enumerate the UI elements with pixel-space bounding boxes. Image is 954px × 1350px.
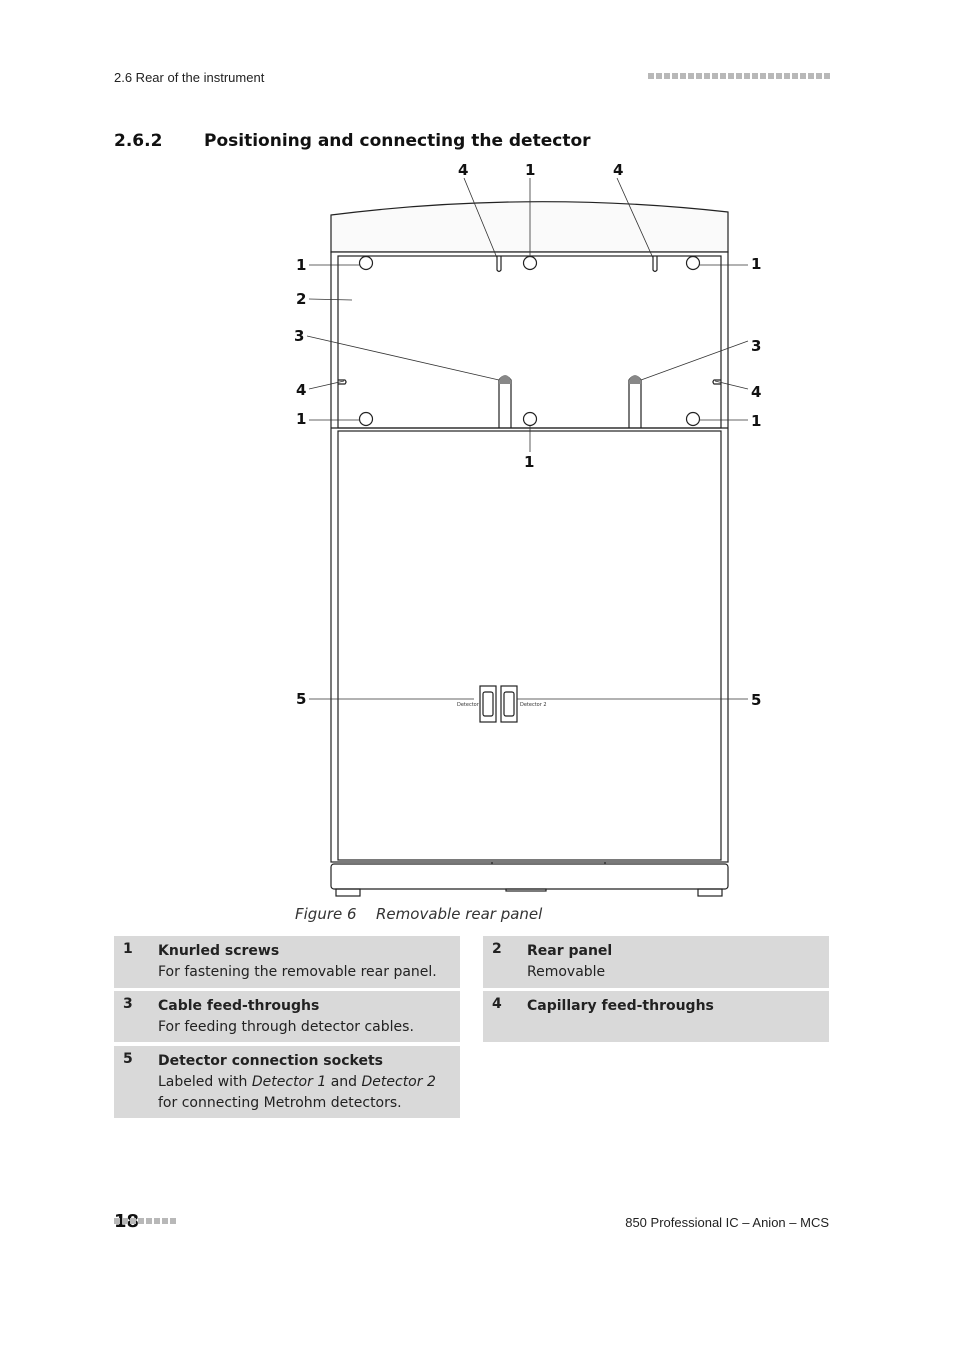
legend-description: For feeding through detector cables. [158, 1019, 414, 1035]
legend-item-2 [483, 936, 829, 988]
callout-5-right: 5 [751, 691, 762, 709]
callout-4-top-left: 4 [458, 161, 469, 179]
callout-1-center-mid: 1 [524, 453, 535, 471]
legend-item-3 [114, 991, 460, 1042]
socket-label-detector-2: Detector 2 [520, 702, 547, 708]
legend-title: Rear panel [527, 943, 613, 959]
legend-number: 3 [123, 996, 133, 1012]
callout-2-left: 2 [296, 290, 307, 308]
legend-description: Labeled with Detector 1 and Detector 2 for connecting Metrohm detectors. [158, 1074, 436, 1111]
callout-4-left: 4 [296, 381, 307, 399]
header-decoration-dots [648, 73, 830, 79]
callout-5-left: 5 [296, 690, 307, 708]
callout-1-right-mid: 1 [751, 412, 762, 430]
legend-title: Detector connection sockets [158, 1053, 383, 1069]
callout-3-left: 3 [294, 327, 305, 345]
legend-item-5 [114, 1046, 460, 1118]
figure-caption-text: Removable rear panel [376, 905, 543, 923]
legend-item-1 [114, 936, 460, 988]
callout-4-top-right: 4 [613, 161, 624, 179]
footer-product-name: 850 Professional IC – Anion – MCS [625, 1215, 829, 1230]
legend-title: Cable feed-throughs [158, 998, 320, 1014]
callout-3-right: 3 [751, 337, 762, 355]
callout-1-left-top: 1 [296, 256, 307, 274]
callout-1-right-top: 1 [751, 255, 762, 273]
running-header: 2.6 Rear of the instrument [114, 70, 265, 85]
legend-number: 5 [123, 1051, 133, 1067]
legend-number: 2 [492, 941, 502, 957]
figure-caption-label: Figure 6 [295, 905, 357, 923]
section-heading [114, 131, 591, 151]
callout-4-right: 4 [751, 383, 762, 401]
callout-1-top: 1 [525, 161, 536, 179]
figure-caption [295, 905, 542, 923]
legend-title: Capillary feed-throughs [527, 998, 714, 1014]
socket-label-detector-1: Detector [457, 702, 479, 708]
section-title: Positioning and connecting the detector [204, 131, 591, 151]
rear-panel-figure [290, 160, 770, 900]
callout-1-left-mid: 1 [296, 410, 307, 428]
legend-number: 1 [123, 941, 133, 957]
legend-title: Knurled screws [158, 943, 280, 959]
footer-decoration-dots [114, 1218, 176, 1224]
section-number: 2.6.2 [114, 131, 163, 151]
legend-description: Removable [527, 964, 606, 980]
legend-number: 4 [492, 996, 502, 1012]
legend-item-4 [483, 991, 829, 1042]
legend-description: For fastening the removable rear panel. [158, 964, 437, 980]
